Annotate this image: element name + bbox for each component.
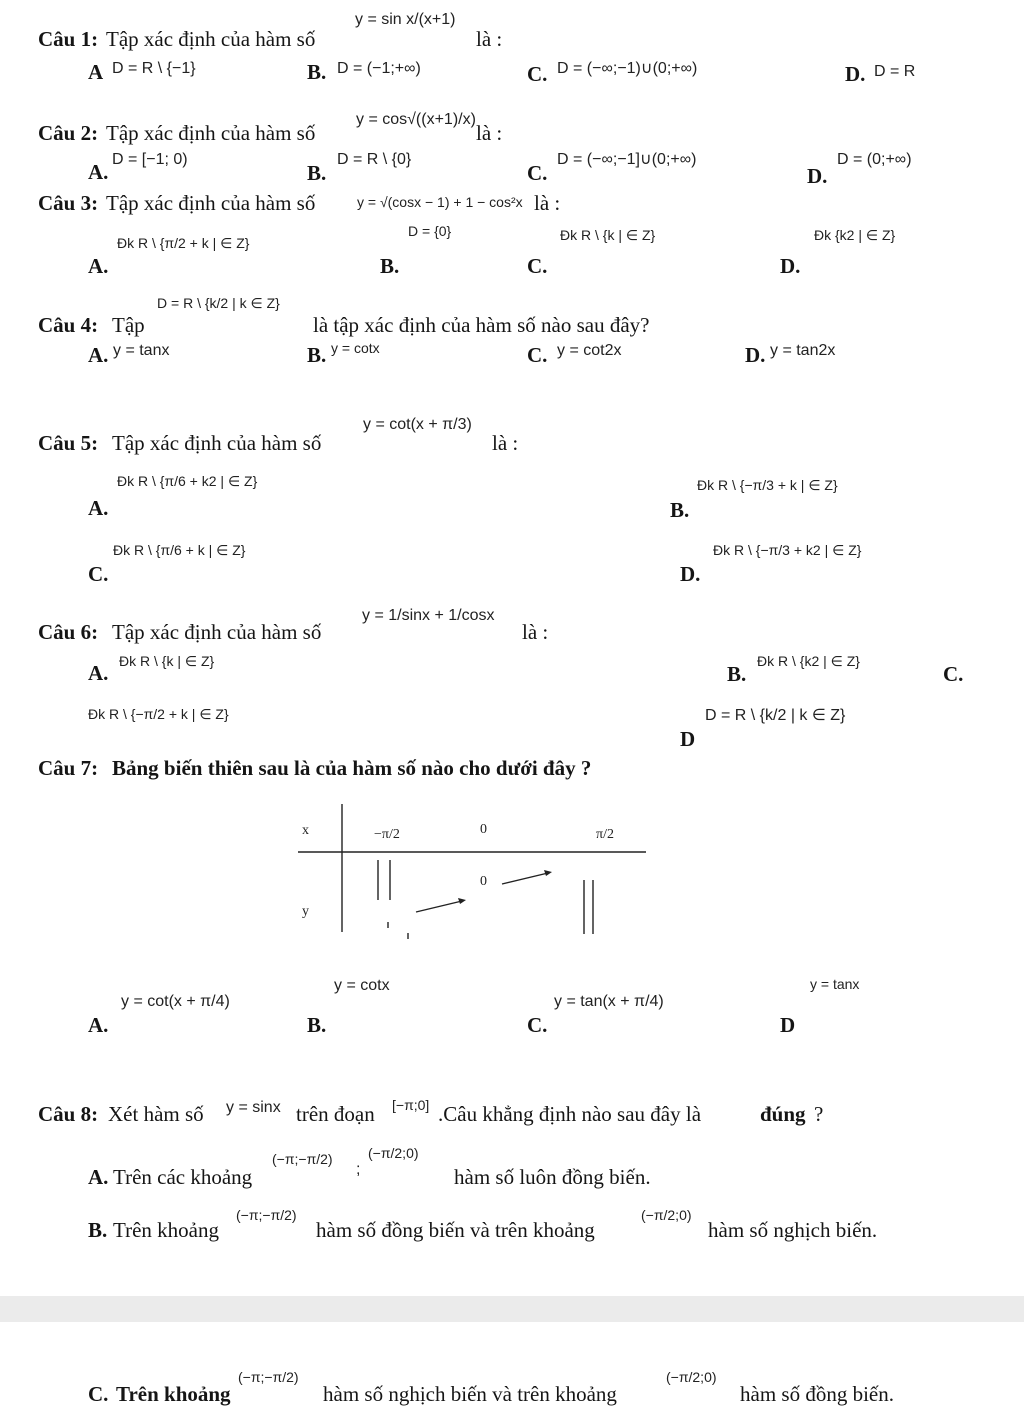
worksheet-page-2: [0, 1322, 1024, 1424]
increase-arrowhead-left: [458, 898, 466, 904]
q5-option-c-key[interactable]: C.: [88, 562, 109, 586]
q7-option-b-key[interactable]: B.: [307, 1013, 327, 1037]
q6-tail: là :: [522, 620, 549, 644]
q5-function: y = cot(x + π/3): [363, 416, 472, 433]
variation-table-y-zero: 0: [480, 874, 487, 889]
q7-option-b-text: y = cotx: [334, 977, 390, 994]
q8-option-c-interval-2: (−π/2;0): [666, 1369, 717, 1385]
q3-option-b-text: D = {0}: [408, 223, 452, 239]
q5-option-d-key[interactable]: D.: [680, 562, 701, 586]
q1-option-d-key[interactable]: D.: [845, 62, 866, 86]
q4-option-d-text: y = tan2x: [770, 342, 836, 359]
q2-option-a-key[interactable]: A.: [88, 160, 109, 184]
q3-function: y = √(cosx − 1) + 1 − cos²x: [357, 194, 523, 210]
q6-option-d-text: D = R \ {k/2 | k ∈ Z}: [705, 707, 846, 724]
q5-option-a-text: Đk R \ {π/6 + k2 | ∈ Z}: [117, 473, 258, 489]
q5-option-b-key[interactable]: B.: [670, 498, 690, 522]
q2-option-c-key[interactable]: C.: [527, 161, 548, 185]
q2-tail: là :: [476, 121, 503, 145]
q8-option-a-interval-2: (−π/2;0): [368, 1145, 419, 1161]
q6-stem: Tập xác định của hàm số: [112, 620, 322, 644]
q8-option-c-interval-1: (−π;−π/2): [238, 1369, 299, 1385]
q8-stem-mid: trên đoạn: [296, 1102, 375, 1126]
q8-option-c-pre: Trên khoảng: [116, 1382, 231, 1406]
q3-tail: là :: [534, 191, 561, 215]
q2-option-d-key[interactable]: D.: [807, 164, 828, 188]
variation-table: [290, 800, 660, 950]
q4-set: D = R \ {k/2 | k ∈ Z}: [157, 295, 280, 311]
q4-label: Câu 4:: [38, 313, 99, 337]
variation-table-y-label: y: [302, 904, 309, 919]
q1-stem: Tập xác định của hàm số: [106, 27, 316, 51]
increase-arrow-left: [416, 901, 462, 912]
q8-option-a-pre: Trên các khoảng: [113, 1165, 253, 1189]
q2-option-b-key[interactable]: B.: [307, 161, 327, 185]
q4-option-a-key[interactable]: A.: [88, 343, 109, 367]
q1-option-c-key[interactable]: C.: [527, 62, 548, 86]
q5-option-b-text: Đk R \ {−π/3 + k | ∈ Z}: [697, 477, 838, 493]
increase-arrow-right: [502, 873, 548, 884]
q4-tail: là tập xác định của hàm số nào sau đây?: [313, 313, 650, 337]
q8-stem-post: .Câu khẳng định nào sau đây là: [438, 1102, 702, 1126]
q1-function: y = sin x/(x+1): [355, 11, 456, 28]
q8-option-a-post: hàm số luôn đồng biến.: [454, 1165, 651, 1189]
q4-option-a-text: y = tanx: [113, 342, 170, 359]
q8-option-b-mid: hàm số đồng biến và trên khoảng: [316, 1218, 595, 1242]
q4-option-c-key[interactable]: C.: [527, 343, 548, 367]
q4-stem: Tập: [112, 313, 145, 337]
q8-option-b-post: hàm số nghịch biến.: [708, 1218, 878, 1242]
q1-option-a-key[interactable]: A: [88, 60, 104, 84]
q8-stem-pre: Xét hàm số: [108, 1102, 204, 1126]
q8-function: y = sinx: [226, 1099, 281, 1116]
q1-option-b-key[interactable]: B.: [307, 60, 327, 84]
q5-tail: là :: [492, 431, 519, 455]
q6-option-a-text: Đk R \ {k | ∈ Z}: [119, 653, 215, 669]
q7-option-d-key[interactable]: D: [780, 1013, 796, 1037]
q7-label: Câu 7:: [38, 756, 99, 780]
variation-table-x-half-pi: π/2: [596, 827, 614, 842]
q1-option-a-text: D = R \ {−1}: [112, 60, 196, 77]
q8-option-c-mid: hàm số nghịch biến và trên khoảng: [323, 1382, 617, 1406]
q7-option-d-text: y = tanx: [810, 976, 860, 992]
variation-table-x-label: x: [302, 823, 309, 838]
q8-option-a-key[interactable]: A.: [88, 1165, 109, 1189]
q2-function: y = cos√((x+1)/x): [356, 111, 476, 128]
q5-stem: Tập xác định của hàm số: [112, 431, 322, 455]
q4-option-b-text: y = cotx: [331, 340, 380, 356]
q8-stem-end: ?: [814, 1102, 824, 1126]
q5-option-d-text: Đk R \ {−π/3 + k2 | ∈ Z}: [713, 542, 862, 558]
q6-option-c-text: Đk R \ {−π/2 + k | ∈ Z}: [88, 706, 229, 722]
q3-option-c-key[interactable]: C.: [527, 254, 548, 278]
variation-table-x-neg-half-pi: −π/2: [374, 827, 400, 842]
q1-tail: là :: [476, 27, 503, 51]
variation-table-x-zero: 0: [480, 822, 487, 837]
q8-stem-emphasis: đúng: [760, 1102, 806, 1126]
q8-option-a-interval-1: (−π;−π/2): [272, 1151, 333, 1167]
q5-option-a-key[interactable]: A.: [88, 496, 109, 520]
q6-function: y = 1/sinx + 1/cosx: [362, 607, 495, 624]
q3-option-d-key[interactable]: D.: [780, 254, 801, 278]
q1-option-c-text: D = (−∞;−1)∪(0;+∞): [557, 60, 698, 77]
q8-option-b-interval-1: (−π;−π/2): [236, 1207, 297, 1223]
q3-stem: Tập xác định của hàm số: [106, 191, 316, 215]
q7-option-c-key[interactable]: C.: [527, 1013, 548, 1037]
q8-option-b-pre: Trên khoảng: [113, 1218, 219, 1242]
q1-option-b-text: D = (−1;+∞): [337, 60, 421, 77]
q7-option-a-key[interactable]: A.: [88, 1013, 109, 1037]
q2-option-c-text: D = (−∞;−1]∪(0;+∞): [557, 151, 697, 168]
q7-stem: Bảng biến thiên sau là của hàm số nào cho dưới đây ?: [112, 756, 592, 780]
q2-option-d-text: D = (0;+∞): [837, 151, 912, 168]
increase-arrowhead-right: [544, 870, 552, 876]
q2-stem: Tập xác định của hàm số: [106, 121, 316, 145]
q4-option-d-key[interactable]: D.: [745, 343, 766, 367]
q6-option-c-key[interactable]: C.: [943, 662, 964, 686]
q8-option-a-separator: ;: [356, 1161, 361, 1178]
q4-option-b-key[interactable]: B.: [307, 343, 327, 367]
q8-option-b-interval-2: (−π/2;0): [641, 1207, 692, 1223]
q1-option-d-text: D = R: [874, 63, 916, 80]
q7-option-a-text: y = cot(x + π/4): [121, 993, 230, 1010]
q6-option-b-key[interactable]: B.: [727, 662, 747, 686]
q5-label: Câu 5:: [38, 431, 99, 455]
q5-option-c-text: Đk R \ {π/6 + k | ∈ Z}: [113, 542, 246, 558]
q3-label: Câu 3:: [38, 191, 99, 215]
q6-label: Câu 6:: [38, 620, 99, 644]
q8-option-c-key[interactable]: C.: [88, 1382, 109, 1406]
q8-option-c-post: hàm số đồng biến.: [740, 1382, 894, 1406]
q3-option-a-key[interactable]: A.: [88, 254, 109, 278]
q1-label: Câu 1:: [38, 27, 99, 51]
q8-interval: [−π;0]: [392, 1097, 430, 1113]
q6-option-b-text: Đk R \ {k2 | ∈ Z}: [757, 653, 860, 669]
q7-option-c-text: y = tan(x + π/4): [554, 993, 664, 1010]
q3-option-d-text: Đk {k2 | ∈ Z}: [814, 227, 896, 243]
q4-option-c-text: y = cot2x: [557, 342, 622, 359]
q6-option-a-key[interactable]: A.: [88, 661, 109, 685]
q2-option-b-text: D = R \ {0}: [337, 151, 412, 168]
q8-label: Câu 8:: [38, 1102, 99, 1126]
q2-option-a-text: D = [−1; 0): [112, 151, 188, 168]
q6-option-d-key[interactable]: D: [680, 727, 696, 751]
q3-option-a-text: Đk R \ {π/2 + k | ∈ Z}: [117, 235, 250, 251]
q3-option-c-text: Đk R \ {k | ∈ Z}: [560, 227, 656, 243]
q2-label: Câu 2:: [38, 121, 99, 145]
q3-option-b-key[interactable]: B.: [380, 254, 400, 278]
q8-option-b-key[interactable]: B.: [88, 1218, 108, 1242]
